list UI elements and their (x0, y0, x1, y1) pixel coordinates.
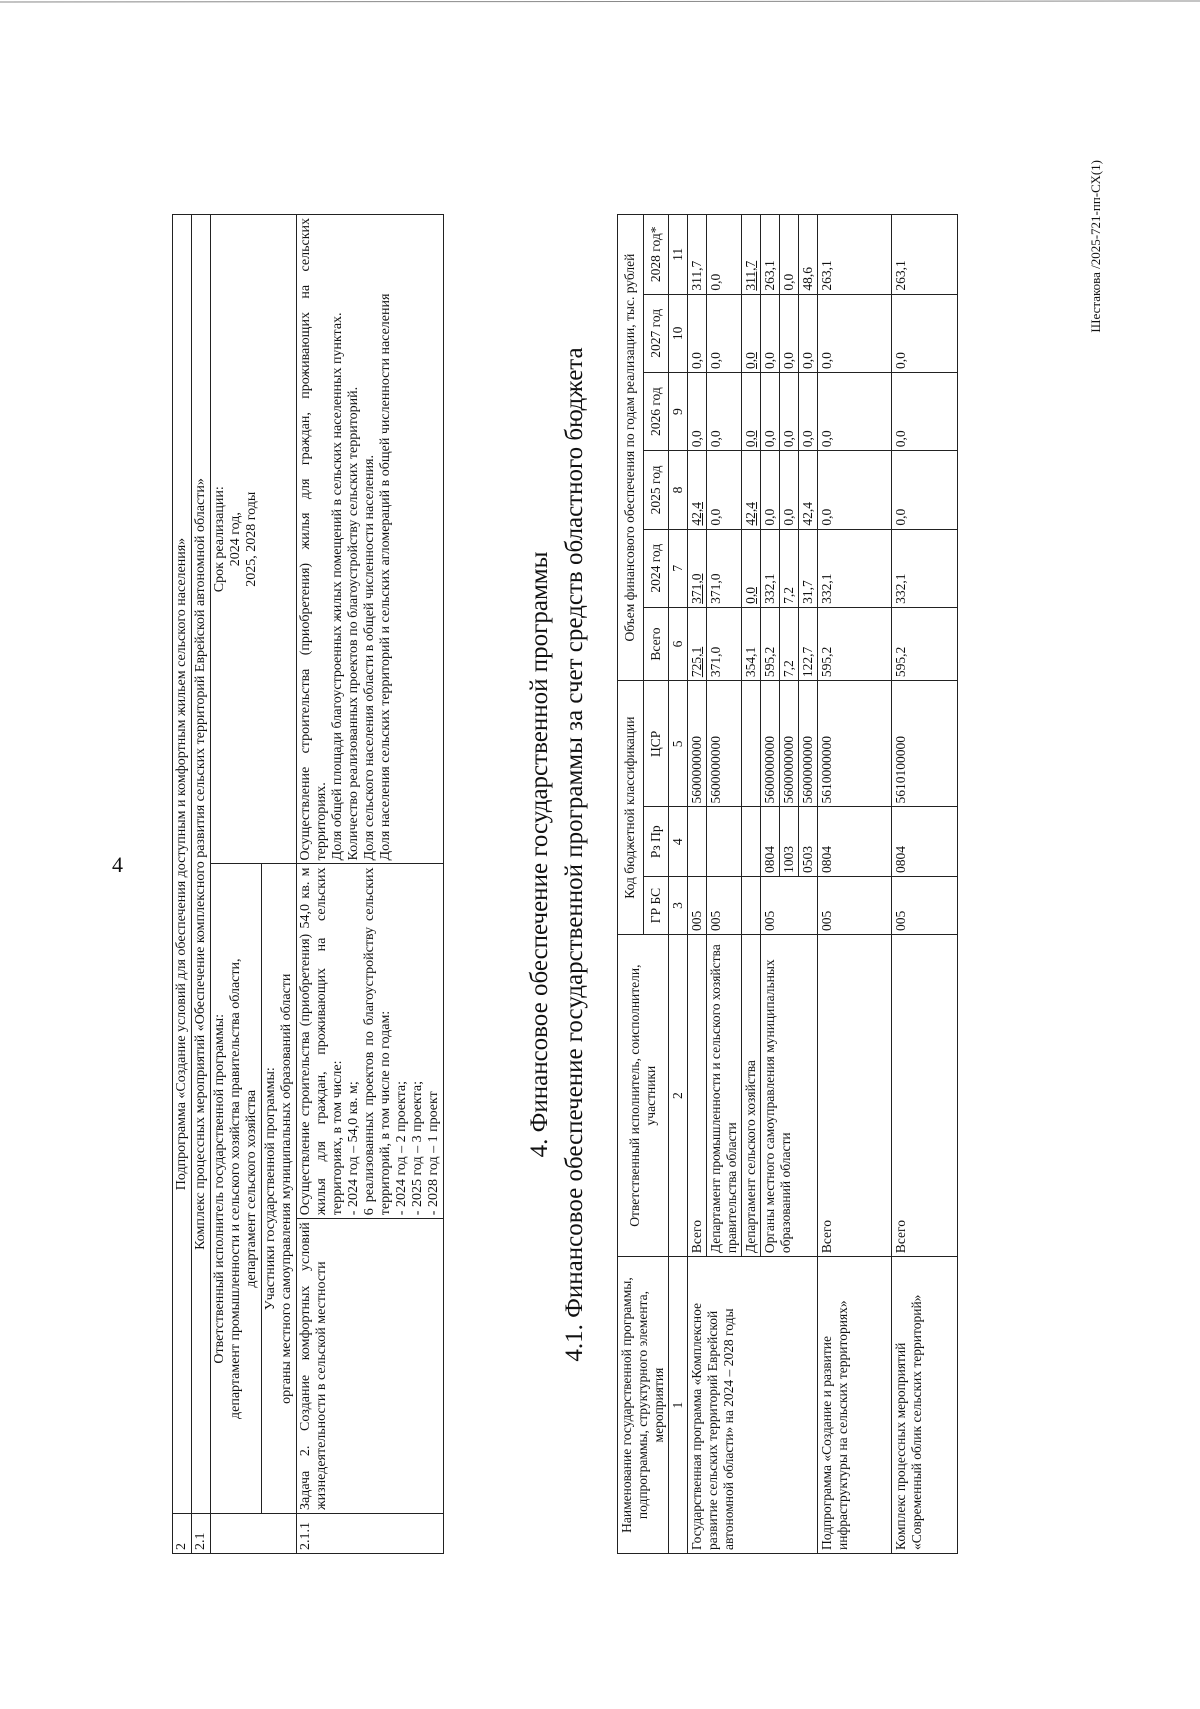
executor: Департамент промышленности и сельского хозяйства правительства области (707, 935, 742, 1257)
value-2026: 0,0 (707, 372, 742, 450)
executor-text-2: департамент сельского хозяйства (244, 1089, 259, 1288)
value-2026: 0,0 (742, 372, 761, 450)
complex-header-row (192, 215, 211, 1554)
table-row (818, 215, 892, 1554)
header-rzpr: Рз Пр (643, 807, 669, 876)
value-2027: 0,0 (818, 294, 892, 372)
csr: 5600000000 (799, 681, 818, 807)
complex-title: Комплекс процессных мероприятий «Обеспечение комплексного развития сельских территорий Еврейской автономной области» (192, 215, 211, 1514)
header-executor: Ответственный исполнитель, соисполнители, участники (618, 935, 669, 1257)
csr: 5600000000 (688, 681, 707, 807)
executor-row (211, 215, 262, 1554)
executor: Всего (688, 935, 707, 1257)
header-2024: 2024 год (643, 529, 669, 607)
value-2024: 371,0 (688, 529, 707, 607)
header-2025: 2025 год (643, 451, 669, 529)
subprogram-table (172, 214, 444, 1554)
column-number: 1 (669, 1257, 688, 1554)
column-number: 4 (669, 807, 688, 876)
value-2026: 0,0 (799, 372, 818, 450)
total: 595,2 (892, 607, 958, 680)
csr: 5610000000 (818, 681, 892, 807)
value-2027: 0,0 (742, 294, 761, 372)
row-number: 2.1 (192, 1514, 211, 1554)
deadline-line-1: 2024 год, (228, 512, 243, 567)
description-line: - 2024 год – 54,0 кв. м; (346, 1081, 361, 1216)
grbs: 005 (892, 876, 958, 934)
value-2024: 7,2 (780, 529, 799, 607)
column-number: 8 (669, 451, 688, 529)
value-2026: 0,0 (688, 372, 707, 450)
grbs: 005 (688, 876, 707, 934)
value-2024: 371,0 (707, 529, 742, 607)
value-2025: 0,0 (707, 451, 742, 529)
value-2026: 0,0 (892, 372, 958, 450)
indicator-line: Доля населения сельских территорий и сельских агломераций в общей численности населения (378, 293, 393, 861)
value-2024: 332,1 (892, 529, 958, 607)
description-line: - 2028 год – 1 проект (426, 1091, 441, 1216)
column-number: 10 (669, 294, 688, 372)
value-2028: 48,6 (799, 215, 818, 295)
header-name: Наименование государственной программы, подпрограммы, структурного элемента, мероприятия (618, 1257, 669, 1554)
value-2026: 0,0 (761, 372, 780, 450)
header-csr: ЦСР (643, 681, 669, 807)
complex-name: Комплекс процессных мероприятий «Современный облик сельских территорий» (892, 1257, 958, 1554)
value-2025: 42,4 (742, 451, 761, 529)
deadline-cell (211, 215, 297, 864)
value-2025: 0,0 (780, 451, 799, 529)
header-2028: 2028 год* (643, 215, 669, 295)
total: 371,0 (707, 607, 742, 680)
rzpr: 1003 (780, 807, 799, 876)
participants-cell (262, 864, 297, 1514)
value-2024: 0,0 (742, 529, 761, 607)
executor: Органы местного самоуправления муниципальных образований области (761, 935, 818, 1257)
description-line: Осуществление строительства (приобретения) 54,0 кв. м жилья для граждан, проживающих на сельских территориях, в том числе: (298, 867, 345, 1216)
column-number: 9 (669, 372, 688, 450)
value-2027: 0,0 (799, 294, 818, 372)
total: 595,2 (761, 607, 780, 680)
table-row (892, 215, 958, 1554)
value-2028: 263,1 (818, 215, 892, 295)
value-2028: 263,1 (761, 215, 780, 295)
csr (742, 681, 761, 807)
grbs: 005 (818, 876, 892, 934)
rzpr: 0804 (818, 807, 892, 876)
value-2024: 332,1 (818, 529, 892, 607)
program-name: Государственная программа «Комплексное развитие сельских территорий Еврейской автономной области» на 2024 – 2028 годы (688, 1257, 818, 1554)
executor: Департамент сельского хозяйства (742, 935, 761, 1257)
subprogram-title: Подпрограмма «Создание условий для обеспечения доступным и комфортным жильем сельского населения» (173, 215, 192, 1514)
value-2025: 0,0 (892, 451, 958, 529)
value-2026: 0,0 (780, 372, 799, 450)
description-line: 6 реализованных проектов по благоустройству сельских территорий, в том числе по годам: (362, 867, 393, 1216)
value-2028: 311,7 (742, 215, 761, 295)
subprogram-header-row (173, 215, 192, 1554)
total: 354,1 (742, 607, 761, 680)
header-2026: 2026 год (643, 372, 669, 450)
total: 7,2 (780, 607, 799, 680)
row-number: 2 (173, 1514, 192, 1554)
rzpr (742, 807, 761, 876)
csr: 5600000000 (761, 681, 780, 807)
executor-cell (211, 864, 262, 1514)
task-number: 2.1.1 (297, 1514, 444, 1554)
column-numbers-row (669, 215, 688, 1554)
value-2027: 0,0 (707, 294, 742, 372)
column-number: 7 (669, 529, 688, 607)
header-volume: Объем финансового обеспечения по годам реализации, тыс. рублей (618, 215, 644, 681)
participants-label: Участники государственной программы: (263, 1067, 278, 1311)
finance-table (617, 214, 958, 1554)
rzpr: 0804 (892, 807, 958, 876)
total: 122,7 (799, 607, 818, 680)
value-2028: 0,0 (780, 215, 799, 295)
value-2027: 0,0 (688, 294, 707, 372)
executor-label: Ответственный исполнитель государственной программы: (212, 1013, 227, 1364)
document-code: Шестакова /2025-721-пп-СХ(1) (1088, 160, 1103, 333)
table-row (688, 215, 707, 1554)
value-2024: 332,1 (761, 529, 780, 607)
value-2026: 0,0 (818, 372, 892, 450)
column-number: 6 (669, 607, 688, 680)
rzpr: 0804 (761, 807, 780, 876)
subprogram-name: Подпрограмма «Создание и развитие инфраструктуры на сельских территориях» (818, 1257, 892, 1554)
rzpr (688, 807, 707, 876)
value-2025: 0,0 (818, 451, 892, 529)
column-number: 3 (669, 876, 688, 934)
header-total: Всего (643, 607, 669, 680)
value-2027: 0,0 (761, 294, 780, 372)
value-2027: 0,0 (780, 294, 799, 372)
value-2025: 42,4 (799, 451, 818, 529)
column-number: 2 (669, 935, 688, 1257)
indicator-line: Доля сельского населения области в общей численности населения. (362, 455, 377, 861)
task-name: Задача 2. Создание комфортных условий жизнедеятельности в сельской местности (297, 1219, 444, 1514)
task-description (297, 864, 444, 1219)
value-2028: 311,7 (688, 215, 707, 295)
executor-text: департамент промышленности и сельского хозяйства правительства области, (228, 958, 243, 1420)
total: 595,2 (818, 607, 892, 680)
deadline-line-2: 2025, 2028 годы (244, 491, 259, 587)
indicator-line: Количество реализованных проектов по благоустройству сельских территорий. (346, 386, 361, 861)
value-2024: 31,7 (799, 529, 818, 607)
value-2025: 0,0 (761, 451, 780, 529)
csr: 5610100000 (892, 681, 958, 807)
indicator-line: Доля общей площади благоустроенных жилых помещений в сельских населенных пунктах. (330, 312, 345, 861)
header-2027: 2027 год (643, 294, 669, 372)
section-heading: 4. Финансовое обеспечение государственной программы (526, 551, 553, 1158)
value-2027: 0,0 (892, 294, 958, 372)
subsection-heading: 4.1. Финансовое обеспечение государственной программы за счет средств областного бюджета (561, 347, 588, 1362)
value-2028: 263,1 (892, 215, 958, 295)
executor: Всего (892, 935, 958, 1257)
page-number: 4 (112, 852, 123, 877)
header-row-1 (618, 215, 644, 1554)
rzpr: 0503 (799, 807, 818, 876)
column-number: 11 (669, 215, 688, 295)
header-grbs: ГР БС (643, 876, 669, 934)
grbs: 005 (707, 876, 742, 934)
column-number: 5 (669, 681, 688, 807)
participants-text: органы местного самоуправления муниципальных образований области (279, 973, 294, 1404)
csr: 5600000000 (707, 681, 742, 807)
value-2028: 0,0 (707, 215, 742, 295)
description-line: - 2024 год – 2 проекта; (394, 1081, 409, 1216)
grbs: 005 (761, 876, 818, 934)
executor: Всего (818, 935, 892, 1257)
value-2025: 42,4 (688, 451, 707, 529)
task-row (297, 215, 444, 1554)
description-line: - 2025 год – 3 проекта; (410, 1081, 425, 1216)
csr: 5600000000 (780, 681, 799, 807)
task-indicators (297, 215, 444, 864)
rzpr (707, 807, 742, 876)
header-budget-code: Код бюджетной классификации (618, 681, 644, 935)
deadline-label: Срок реализации: (212, 486, 227, 593)
grbs (742, 876, 761, 934)
total: 725,1 (688, 607, 707, 680)
indicator-line: Осуществление строительства (приобретения) жилья для граждан, проживающих на сельских территориях. (298, 218, 329, 861)
